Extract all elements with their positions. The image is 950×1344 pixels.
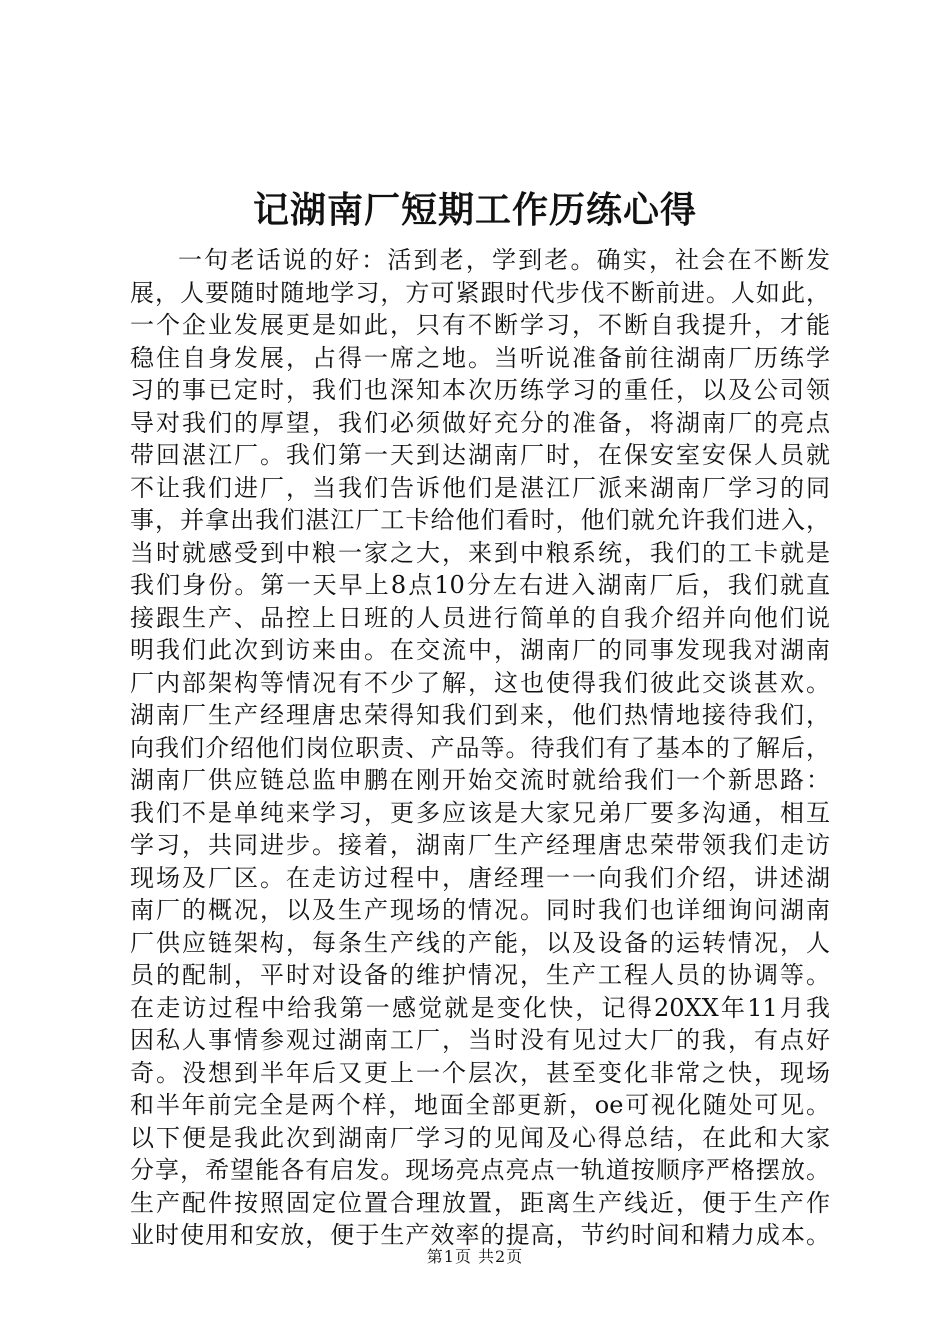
body-line: 厂内部架构等情况有不少了解，这也使得我们彼此交谈甚欢。 xyxy=(130,668,830,697)
document-body xyxy=(130,244,830,1252)
page-footer: 第1页 共2页 xyxy=(426,1247,524,1266)
body-line: 事，并拿出我们湛江厂工卡给他们看时，他们就允许我们进入， xyxy=(130,506,830,534)
body-line: 和半年前完全是两个样，地面全部更新，oe可视化随处可见。 xyxy=(130,1091,830,1119)
body-line: 厂供应链架构，每条生产线的产能，以及设备的运转情况，人 xyxy=(130,928,830,957)
body-line: 湖南厂供应链总监申鹏在刚开始交流时就给我们一个新思路： xyxy=(130,766,830,794)
body-line: 一句老话说的好：活到老，学到老。确实，社会在不断发 xyxy=(178,246,830,274)
body-line: 一个企业发展更是如此，只有不断学习，不断自我提升，才能 xyxy=(130,311,830,339)
body-line: 我们身份。第一天早上8点10分左右进入湖南厂后，我们就直 xyxy=(130,571,830,599)
body-line: 南厂的概况，以及生产现场的情况。同时我们也详细询问湖南 xyxy=(130,896,830,924)
body-line: 带回湛江厂。我们第一天到达湖南厂时，在保安室安保人员就 xyxy=(130,441,830,469)
body-line: 分享，希望能各有启发。现场亮点亮点一轨道按顺序严格摆放。 xyxy=(130,1156,830,1184)
body-line: 业时使用和安放，便于生产效率的提高，节约时间和精力成本。 xyxy=(130,1221,830,1249)
body-line: 现场及厂区。在走访过程中，唐经理一一向我们介绍，讲述湖 xyxy=(130,863,830,892)
body-line: 习的事已定时，我们也深知本次历练学习的重任，以及公司领 xyxy=(130,376,830,404)
body-line: 在走访过程中给我第一感觉就是变化快，记得20XX年11月我 xyxy=(130,993,830,1022)
body-line: 导对我们的厚望，我们必须做好充分的准备，将湖南厂的亮点 xyxy=(130,408,830,437)
body-line: 生产配件按照固定位置合理放置，距离生产线近，便于生产作 xyxy=(130,1188,830,1217)
body-line: 展，人要随时随地学习，方可紧跟时代步伐不断前进。人如此， xyxy=(130,278,830,307)
body-line: 因私人事情参观过湖南工厂，当时没有见过大厂的我，有点好 xyxy=(130,1026,830,1054)
body-line: 稳住自身发展，占得一席之地。当听说准备前往湖南厂历练学 xyxy=(130,343,830,372)
body-line: 我们不是单纯来学习，更多应该是大家兄弟厂要多沟通，相互 xyxy=(130,798,830,827)
body-line: 不让我们进厂，当我们告诉他们是湛江厂派来湖南厂学习的同 xyxy=(130,473,830,502)
body-line: 向我们介绍他们岗位职责、产品等。待我们有了基本的了解后， xyxy=(130,733,830,762)
body-line: 湖南厂生产经理唐忠荣得知我们到来，他们热情地接待我们， xyxy=(130,701,830,729)
body-line: 学习，共同进步。接着，湖南厂生产经理唐忠荣带领我们走访 xyxy=(130,831,830,859)
body-line: 当时就感受到中粮一家之大，来到中粮系统，我们的工卡就是 xyxy=(130,538,830,567)
body-line: 以下便是我此次到湖南厂学习的见闻及心得总结，在此和大家 xyxy=(130,1123,830,1152)
body-line: 明我们此次到访来由。在交流中，湖南厂的同事发现我对湖南 xyxy=(130,636,830,664)
body-line: 奇。没想到半年后又更上一个层次，甚至变化非常之快，现场 xyxy=(130,1058,830,1087)
document-title: 记湖南厂短期工作历练心得 xyxy=(252,189,697,231)
body-line: 接跟生产、品控上日班的人员进行简单的自我介绍并向他们说 xyxy=(130,603,830,632)
body-line: 员的配制，平时对设备的维护情况，生产工程人员的协调等。 xyxy=(130,961,830,989)
